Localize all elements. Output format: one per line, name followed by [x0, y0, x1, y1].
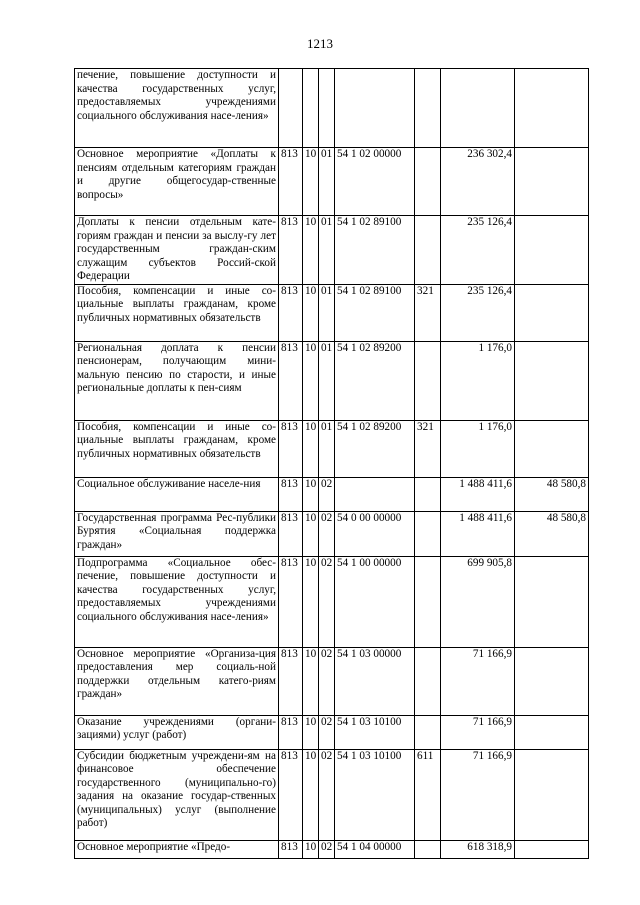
cell-amount-federal [515, 840, 589, 858]
cell-target-article: 54 1 02 89100 [335, 216, 415, 285]
table-body [75, 69, 589, 859]
cell-subsection-code: 01 [319, 216, 335, 285]
cell-expense-type [415, 216, 441, 285]
cell-amount: 71 166,9 [441, 749, 515, 840]
cell-target-article [335, 477, 415, 511]
cell-ministry-code: 813 [279, 715, 303, 749]
cell-name: Основное мероприятие «Организа-ция предоставления мер социаль-ной поддержки отдельным катего-риям граждан» [75, 647, 279, 715]
cell-name: Пособия, компенсации и иные со-циальные выплаты гражданам, кроме публичных нормативных обязательств [75, 420, 279, 477]
cell-subsection-code: 01 [319, 420, 335, 477]
cell-amount-federal: 48 580,8 [515, 511, 589, 556]
cell-amount: 699 905,8 [441, 556, 515, 647]
cell-section-code: 10 [303, 148, 319, 216]
cell-subsection-code [319, 69, 335, 148]
cell-amount: 71 166,9 [441, 647, 515, 715]
cell-ministry-code: 813 [279, 341, 303, 420]
table-row [75, 216, 589, 285]
cell-amount: 1 488 411,6 [441, 511, 515, 556]
page-number: 1213 [307, 36, 333, 51]
cell-section-code: 10 [303, 749, 319, 840]
cell-section-code [303, 69, 319, 148]
cell-expense-type: 321 [415, 420, 441, 477]
cell-amount: 1 488 411,6 [441, 477, 515, 511]
table-row [75, 749, 589, 840]
cell-subsection-code: 02 [319, 477, 335, 511]
cell-amount-federal [515, 556, 589, 647]
cell-section-code: 10 [303, 341, 319, 420]
cell-section-code: 10 [303, 556, 319, 647]
cell-subsection-code: 02 [319, 715, 335, 749]
table-row [75, 477, 589, 511]
cell-amount-federal [515, 216, 589, 285]
cell-name: Пособия, компенсации и иные со-циальные выплаты гражданам, кроме публичных нормативных обязательств [75, 284, 279, 341]
cell-name: Доплаты к пенсии отдельным кате-гориям граждан и пенсии за выслу-гу лет государственным граждан-ским служащим субъектов Россий-ской Федерации [75, 216, 279, 285]
cell-target-article: 54 1 02 89100 [335, 284, 415, 341]
table-row [75, 341, 589, 420]
cell-target-article: 54 1 03 10100 [335, 715, 415, 749]
cell-amount: 1 176,0 [441, 341, 515, 420]
cell-subsection-code: 01 [319, 148, 335, 216]
cell-expense-type [415, 69, 441, 148]
cell-amount-federal [515, 69, 589, 148]
cell-target-article: 54 1 00 00000 [335, 556, 415, 647]
table-row [75, 647, 589, 715]
cell-ministry-code: 813 [279, 284, 303, 341]
cell-expense-type [415, 647, 441, 715]
cell-name: Государственная программа Рес-публики Бурятия «Социальная поддержка граждан» [75, 511, 279, 556]
cell-target-article: 54 1 02 00000 [335, 148, 415, 216]
cell-subsection-code: 02 [319, 556, 335, 647]
cell-amount-federal [515, 148, 589, 216]
table-row [75, 715, 589, 749]
cell-ministry-code [279, 69, 303, 148]
cell-name: Оказание учреждениями (органи-зациями) услуг (работ) [75, 715, 279, 749]
cell-ministry-code: 813 [279, 647, 303, 715]
cell-subsection-code: 01 [319, 341, 335, 420]
cell-ministry-code: 813 [279, 749, 303, 840]
cell-amount: 235 126,4 [441, 216, 515, 285]
cell-name: Основное мероприятие «Предо- [75, 840, 279, 858]
cell-subsection-code: 02 [319, 840, 335, 858]
cell-expense-type [415, 477, 441, 511]
cell-amount: 1 176,0 [441, 420, 515, 477]
cell-amount-federal [515, 749, 589, 840]
cell-ministry-code: 813 [279, 556, 303, 647]
cell-amount-federal [515, 341, 589, 420]
cell-section-code: 10 [303, 647, 319, 715]
cell-subsection-code: 01 [319, 284, 335, 341]
cell-amount-federal [515, 647, 589, 715]
cell-target-article: 54 1 02 89200 [335, 341, 415, 420]
cell-section-code: 10 [303, 477, 319, 511]
table-row [75, 556, 589, 647]
cell-expense-type: 321 [415, 284, 441, 341]
cell-name: печение, повышение доступности и качества государственных услуг, предоставляемых учреждениями социального обслуживания насе-ления» [75, 69, 279, 148]
cell-ministry-code: 813 [279, 840, 303, 858]
cell-ministry-code: 813 [279, 511, 303, 556]
cell-section-code: 10 [303, 284, 319, 341]
cell-amount [441, 69, 515, 148]
cell-name: Социальное обслуживание населе-ния [75, 477, 279, 511]
cell-target-article: 54 1 04 00000 [335, 840, 415, 858]
cell-subsection-code: 02 [319, 511, 335, 556]
cell-amount: 236 302,4 [441, 148, 515, 216]
cell-name: Региональная доплата к пенсии пенсионерам, получающим мини-мальную пенсию по старости, и иные региональные доплаты к пен-сиям [75, 341, 279, 420]
cell-target-article: 54 0 00 00000 [335, 511, 415, 556]
cell-name: Основное мероприятие «Доплаты к пенсиям отдельным категориям граждан и другие общегосудар-ственные вопросы» [75, 148, 279, 216]
cell-ministry-code: 813 [279, 216, 303, 285]
cell-name: Субсидии бюджетным учреждени-ям на финансовое обеспечение государственного (муниципально-го) задания на оказание государ-ственных (муниципальных) услуг (выполнение работ) [75, 749, 279, 840]
cell-amount: 235 126,4 [441, 284, 515, 341]
cell-amount-federal [515, 420, 589, 477]
cell-ministry-code: 813 [279, 420, 303, 477]
cell-target-article: 54 1 02 89200 [335, 420, 415, 477]
cell-expense-type [415, 341, 441, 420]
cell-section-code: 10 [303, 511, 319, 556]
cell-target-article: 54 1 03 00000 [335, 647, 415, 715]
cell-section-code: 10 [303, 715, 319, 749]
table-row [75, 148, 589, 216]
cell-expense-type [415, 715, 441, 749]
cell-ministry-code: 813 [279, 148, 303, 216]
cell-amount: 618 318,9 [441, 840, 515, 858]
cell-amount-federal [515, 284, 589, 341]
table-row [75, 284, 589, 341]
cell-amount: 71 166,9 [441, 715, 515, 749]
cell-amount-federal: 48 580,8 [515, 477, 589, 511]
cell-expense-type [415, 148, 441, 216]
cell-amount-federal [515, 715, 589, 749]
cell-expense-type [415, 840, 441, 858]
cell-name: Подпрограмма «Социальное обес-печение, повышение доступности и качества государственных услуг, предоставляемых учреждениями социального обслуживания насе-ления» [75, 556, 279, 647]
cell-subsection-code: 02 [319, 749, 335, 840]
table-row [75, 420, 589, 477]
cell-target-article [335, 69, 415, 148]
cell-expense-type [415, 511, 441, 556]
cell-subsection-code: 02 [319, 647, 335, 715]
cell-section-code: 10 [303, 420, 319, 477]
cell-target-article: 54 1 03 10100 [335, 749, 415, 840]
table-row [75, 69, 589, 148]
cell-section-code: 10 [303, 840, 319, 858]
cell-ministry-code: 813 [279, 477, 303, 511]
table-row [75, 840, 589, 858]
cell-section-code: 10 [303, 216, 319, 285]
cell-expense-type: 611 [415, 749, 441, 840]
table-row [75, 511, 589, 556]
cell-expense-type [415, 556, 441, 647]
budget-table [74, 68, 589, 859]
